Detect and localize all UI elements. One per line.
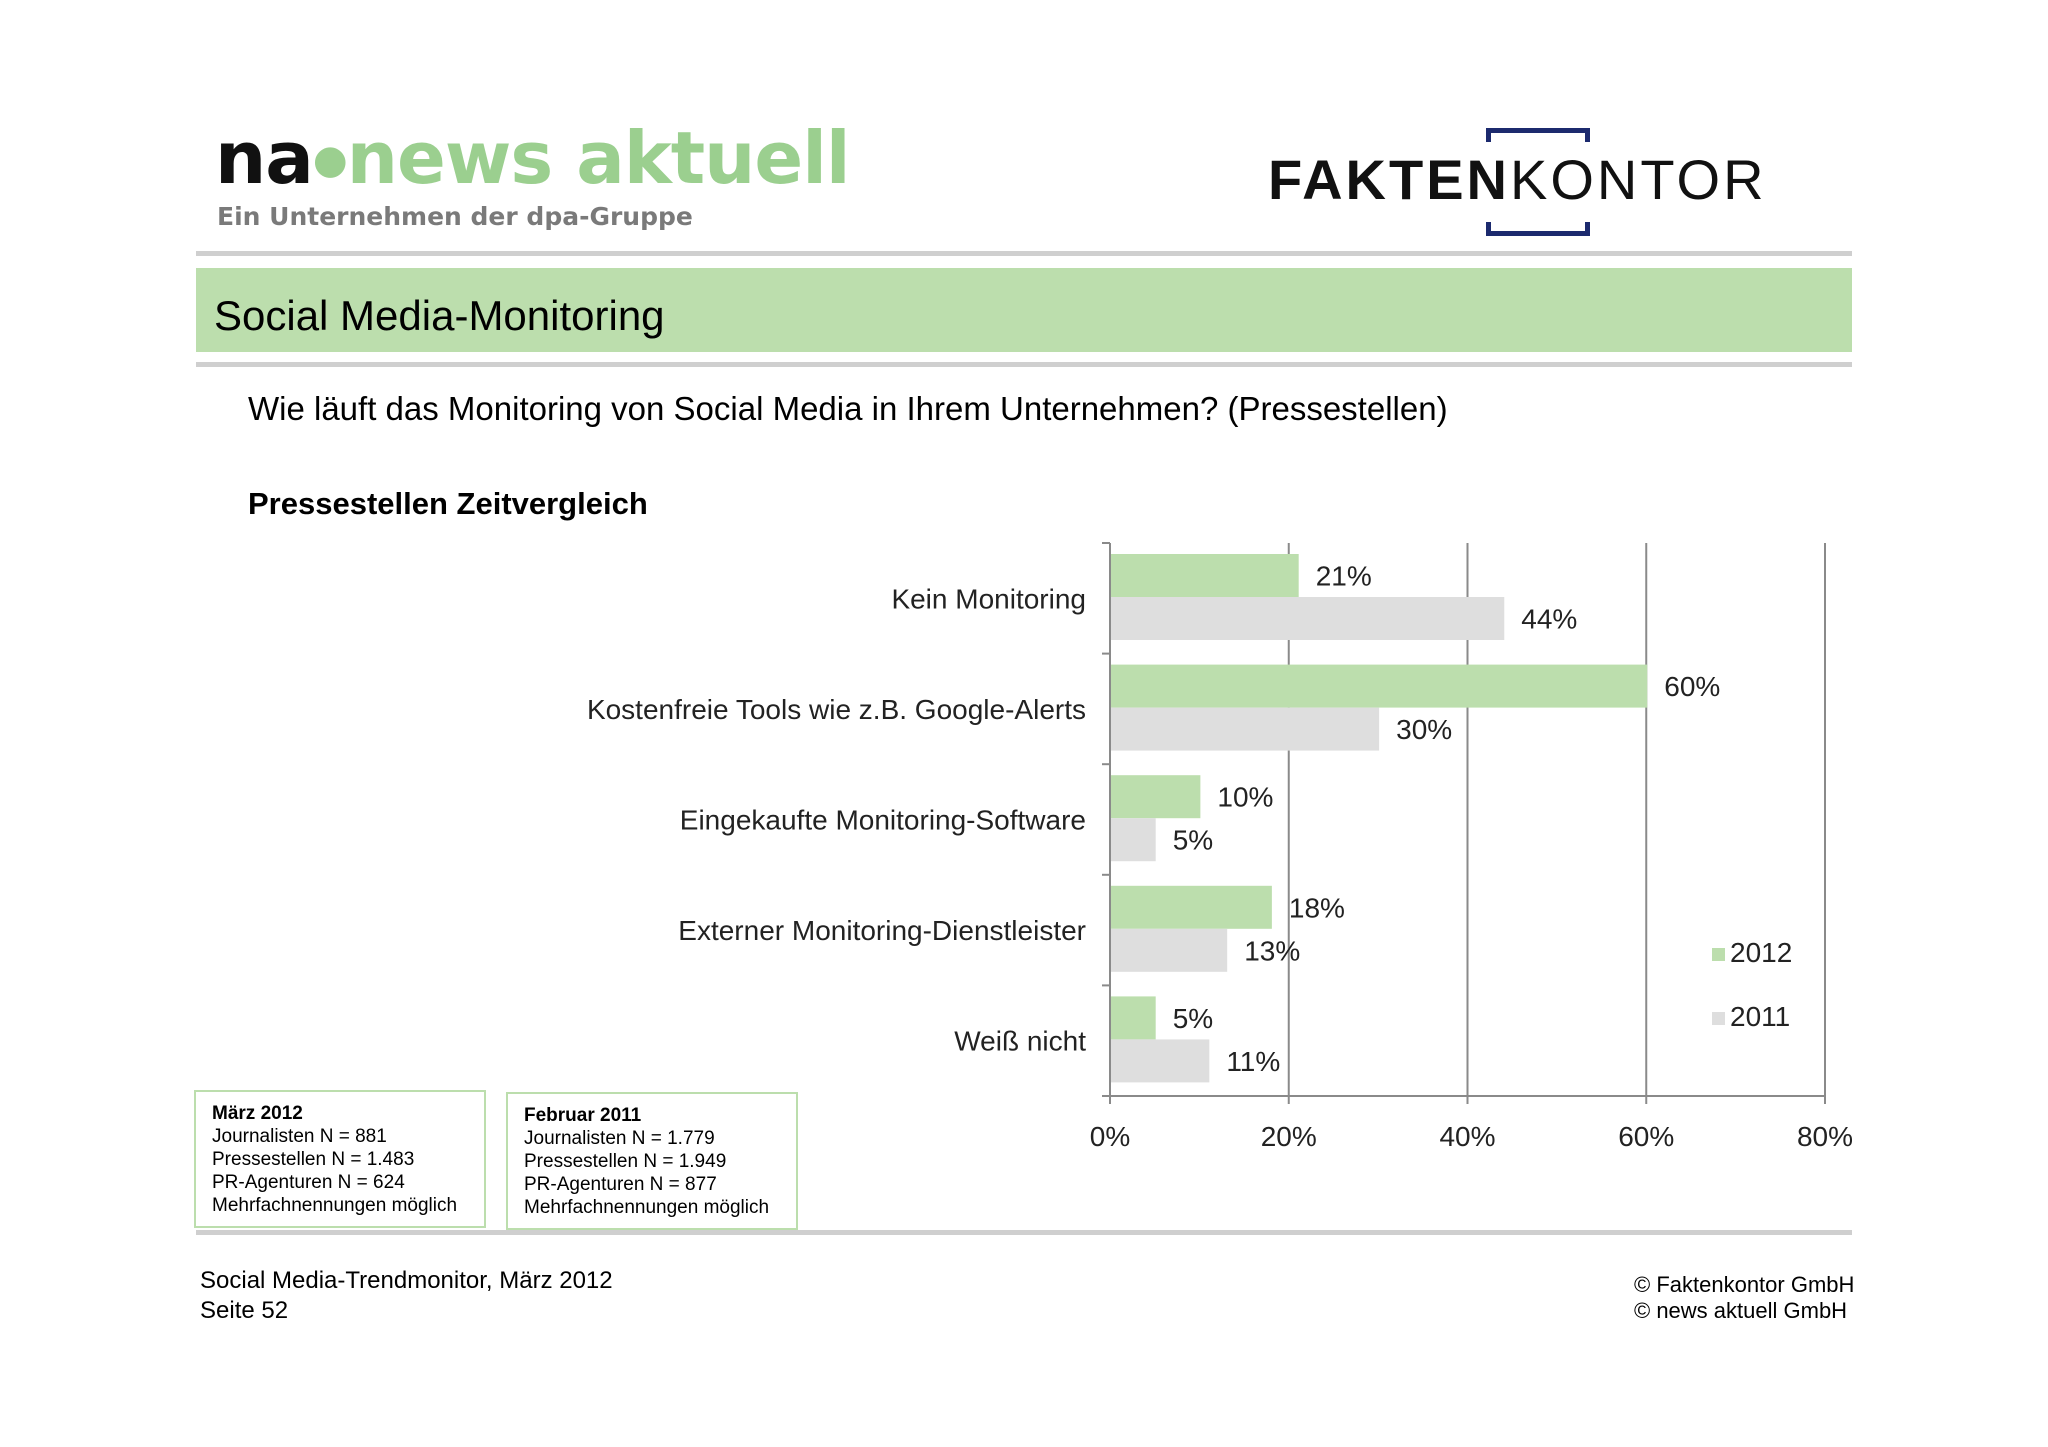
bar-2012 [1111, 665, 1647, 708]
note-line: Pressestellen N = 1.483 [212, 1149, 415, 1170]
note-line: Pressestellen N = 1.949 [524, 1151, 727, 1172]
category-label: Weiß nicht [954, 1025, 1086, 1057]
data-label: 30% [1396, 714, 1453, 746]
x-tick-label: 60% [1618, 1121, 1675, 1152]
legend-label: 2012 [1730, 937, 1793, 968]
note-line: Journalisten N = 881 [212, 1126, 387, 1147]
data-label: 13% [1244, 935, 1301, 967]
note-line: Mehrfachnennungen möglich [524, 1197, 770, 1218]
footer-copyright: © Faktenkontor GmbH [1634, 1272, 1855, 1297]
bar-2011 [1111, 708, 1379, 751]
logo-fk-light: KONTOR [1510, 148, 1767, 211]
data-label: 11% [1226, 1045, 1281, 1077]
sample-note-2011 [506, 1092, 798, 1230]
legend [1712, 937, 1792, 1032]
page-title: Social Media-Monitoring [214, 292, 665, 339]
note-line: Mehrfachnennungen möglich [212, 1195, 458, 1216]
footer-rule [196, 1230, 1852, 1235]
bar-2011 [1111, 929, 1227, 972]
legend-swatch-2012 [1712, 948, 1725, 961]
data-label: 60% [1664, 671, 1721, 703]
bar-2011 [1111, 1039, 1209, 1082]
logo-na-name: news aktuell [346, 116, 850, 200]
footer-page-number: Seite 52 [200, 1297, 289, 1324]
category-label: Kein Monitoring [891, 583, 1086, 615]
footer-copyright: © news aktuell GmbH [1634, 1298, 1848, 1323]
data-label: 10% [1217, 781, 1274, 813]
bar-2011 [1111, 818, 1156, 861]
note-line: PR-Agenturen N = 877 [524, 1174, 717, 1195]
data-label: 18% [1288, 892, 1345, 924]
category-label: Eingekaufte Monitoring-Software [679, 804, 1086, 836]
labels [587, 561, 1853, 1153]
logo-na-prefix: na [215, 116, 313, 200]
bar-2012 [1111, 775, 1200, 818]
x-tick-label: 0% [1089, 1121, 1131, 1152]
x-tick-label: 80% [1796, 1121, 1854, 1152]
x-tick-label: 20% [1260, 1121, 1317, 1152]
bar-2012 [1111, 996, 1156, 1039]
footer-source-block [200, 1266, 613, 1326]
data-label: 21% [1315, 560, 1372, 592]
category-label: Kostenfreie Tools wie z.B. Google-Alerts [586, 693, 1086, 725]
logo-tagline: Ein Unternehmen der dpa-Gruppe [217, 202, 693, 231]
note-title: März 2012 [212, 1103, 303, 1124]
chart-subheading: Pressestellen Zeitvergleich [248, 486, 648, 521]
survey-question: Wie läuft das Monitoring von Social Media in Ihrem Unternehmen? (Pressestellen) [248, 390, 1448, 427]
legend-swatch-2011 [1712, 1012, 1725, 1025]
category-label: Externer Monitoring-Dienstleister [678, 915, 1086, 947]
note-title: Februar 2011 [524, 1105, 642, 1126]
sample-note-2012 [194, 1090, 486, 1228]
data-label: 5% [1172, 1002, 1214, 1034]
footer-source: Social Media-Trendmonitor, März 2012 [200, 1267, 613, 1294]
logo-dot-icon: ● [312, 137, 347, 183]
x-tick-label: 40% [1439, 1121, 1496, 1152]
data-label: 5% [1172, 824, 1214, 856]
logo-fk-bold: FAKTEN [1268, 148, 1510, 211]
note-line: Journalisten N = 1.779 [524, 1128, 715, 1149]
legend-label: 2011 [1730, 1001, 1791, 1032]
note-line: PR-Agenturen N = 624 [212, 1172, 405, 1193]
footer-copyright-block [1634, 1272, 1854, 1324]
bar-2012 [1111, 554, 1299, 597]
bar-2011 [1111, 597, 1504, 640]
bar-2012 [1111, 886, 1272, 929]
data-label: 44% [1521, 603, 1578, 635]
